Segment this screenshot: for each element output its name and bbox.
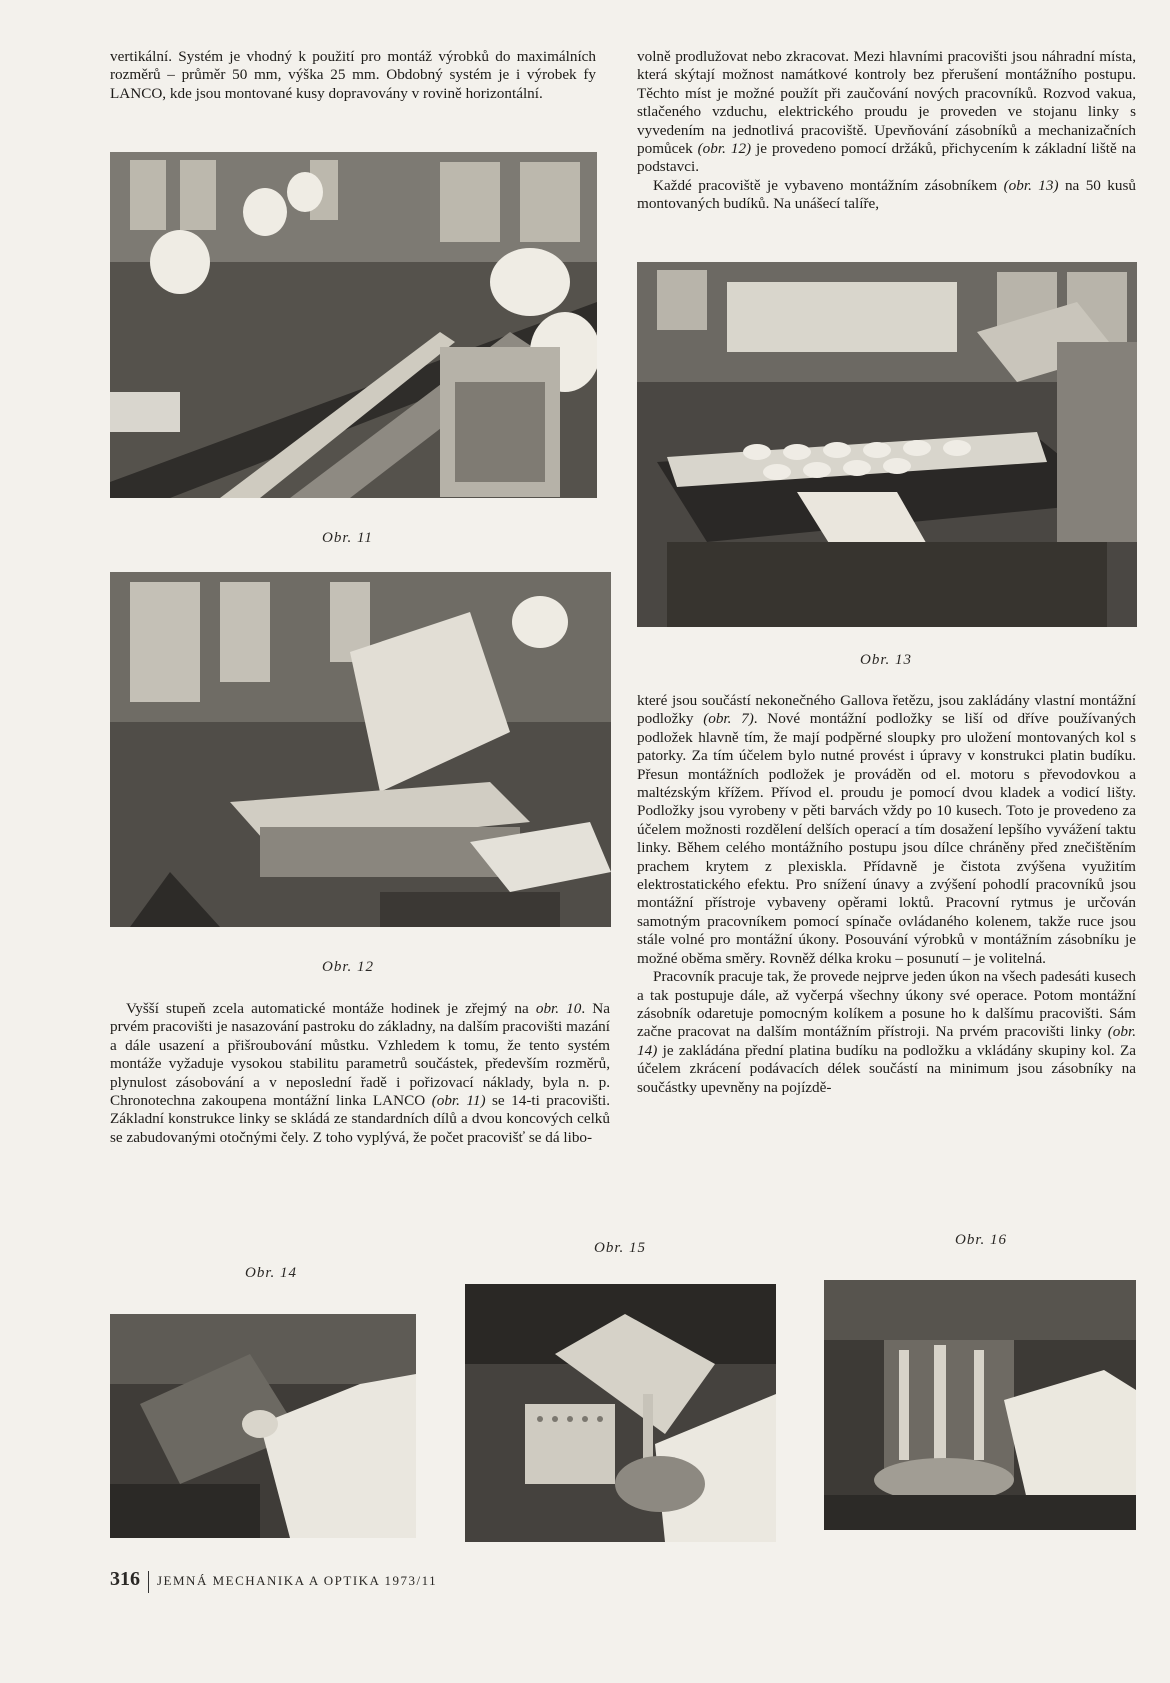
- paragraph: [637, 177, 1136, 214]
- paragraph: [637, 692, 1136, 968]
- photo-second-workstation: [465, 1284, 776, 1542]
- page-footer: [110, 1568, 437, 1593]
- left-column-bottom-text: [110, 1000, 610, 1147]
- journal-title: JEMNÁ MECHANIKA A OPTIKA 1973/11: [157, 1573, 438, 1588]
- text-run: volně prodlužovat nebo zkracovat. Mezi hlavními pracovišti jsou náhradní místa, která skýtají možnost namátkové kontroly bez přerušení montážního postupu. Těchto míst je možné použít při zaučování nových pracovníků. Rozvod vakua, stlačeného vzduchu, elektrického proudu je proveden ve stojanu linky s vyvedením na jednotlivá pracoviště. Upevňování zásobníků a mechanizačních pomůcek: [637, 48, 1136, 158]
- page-number: 316: [110, 1568, 140, 1590]
- text-run: Každé pracoviště je vybaveno montážním zásobníkem: [653, 176, 1004, 194]
- figure-reference: (obr. 11): [431, 1092, 486, 1110]
- paragraph: [637, 48, 1136, 177]
- paragraph: [637, 968, 1136, 1097]
- photo-assembly-line-workers: [110, 152, 597, 498]
- paragraph: vertikální. Systém je vhodný k použití pro montáž výrobků do maximálních rozměrů – průměr 50 mm, výška 25 mm. Obdobný systém je i výrobek fy LANCO, kde jsou montované kusy dopravovány v rovině horizontální.: [110, 48, 596, 102]
- figure-caption: Obr. 14: [245, 1265, 298, 1281]
- figure-caption: Obr. 15: [594, 1240, 647, 1256]
- right-column-bottom-text: [637, 692, 1136, 1097]
- photo-image: [824, 1280, 1136, 1530]
- figure-caption: Obr. 12: [322, 959, 375, 975]
- photo-assembly-fixture: [824, 1280, 1136, 1530]
- paragraph: [110, 1000, 610, 1147]
- photo-image: [110, 1314, 416, 1538]
- figure-caption: Obr. 16: [955, 1232, 1008, 1248]
- text-run: . Na prvém pracovišti je nasazování pastroku do základny, na dalším pracovišti mazání a dále usazení a přišroubování můstku. Vzhledem k tomu, že tento systém montáže vyžaduje vysokou stabilitu parametrů součástek, především rozměrů, plynulost zásobování a v neposlední řadě i pořizovací náklady, byla n. p. Chronotechna zakoupena montážní linka LANCO: [110, 1000, 610, 1110]
- text-run: je provedeno pomocí držáků, přichycením k základní liště na podstavci.: [637, 140, 1136, 176]
- figure-reference: (obr. 7): [703, 710, 754, 728]
- figure-caption: Obr. 11: [322, 530, 373, 546]
- photo-montage-container: [637, 262, 1137, 627]
- figure-reference: obr. 10: [535, 1000, 582, 1017]
- text-run: které jsou součástí nekonečného Gallova řetězu, jsou zakládány vlastní montážní podložky: [637, 692, 1136, 728]
- photo-image: [110, 152, 597, 498]
- photo-image: [637, 262, 1137, 627]
- text-run: je zakládána přední platina budíku na podložku a vkládány skupiny kol. Za účelem zkrácení podávacích délek součástí na minimum jsou zásobníky na součástky upevněny na pojízdě-: [637, 1041, 1136, 1096]
- text-run: na 50 kusů montovaných budíků. Na unášecí talíře,: [637, 176, 1137, 213]
- photo-workstation-fixtures: [110, 572, 611, 927]
- photo-first-workstation: [110, 1314, 416, 1538]
- figure-reference: (obr. 14): [637, 1023, 1136, 1059]
- text-run: . Nové montážní podložky se liší od dříve používaných podložek hlavně tím, že mají podpěrné sloupky pro uložení montovaných kol s patorky. Za tím účelem bylo nutné provést i úpravy v konstrukci platin budíku. Přesun montážních podložek je prováděn od el. motoru s převodovkou a maltézským křížem. Přívod el. proudu je pomocí dvou kladek a vodicí lišty. Podložky jsou vyrobeny v pěti barvách vždy po 10 kusech. Toto je provedeno za účelem možnosti rozdělení delších operací a tím dosažení lepšího vyvážení taktu linky. Během celého montážního postupu jsou dílce chráněny před znečištěním prachem krytem z plexiskla. Přídavně je čistota zvýšena využitím elektrostatického efektu. Pro snížení únavy a zvýšení pohodlí pracovníků jsou montážní přístroje vybaveny opěrami loktů. Pracovní rytmus je určován samotným pracovníkem pomocí spínače ovládaného kolenem, takže ruce jsou stále volné pro montážní úkony. Posouvání výrobků v montážním zásobníku je možné oběma směry. Rovněž délka kroku – posunutí – je volitelná.: [637, 710, 1137, 967]
- photo-image: [110, 572, 611, 927]
- text-run: Pracovník pracuje tak, že provede nejprve jeden úkon na všech padesáti kusech a tak postupuje dále, až vyčerpá všechny úkony své operace. Potom montážní zásobník odaretuje pomocným kolíkem a posune ho k dalšímu pracovišti. Sám začne pracovat na dalším montážním přístroji. Na prvém pracovišti linky: [637, 968, 1136, 1041]
- text-run: Vyšší stupeň zcela automatické montáže hodinek je zřejmý na: [126, 1000, 536, 1017]
- photo-image: [465, 1284, 776, 1542]
- footer-divider: [148, 1571, 149, 1593]
- figure-caption: Obr. 13: [860, 652, 913, 668]
- figure-reference: (obr. 12): [697, 140, 752, 158]
- figure-reference: (obr. 13): [1003, 176, 1059, 194]
- right-column-top-text: [637, 48, 1136, 214]
- left-column-top-text: [110, 48, 596, 103]
- text-run: se 14-ti pracovišti. Základní konstrukce linky se skládá ze standardních dílů a dvou koncových celků se zabudovanými otočnými čely. Z toho vyplývá, že počet pracovišť se dá libo-: [110, 1092, 610, 1146]
